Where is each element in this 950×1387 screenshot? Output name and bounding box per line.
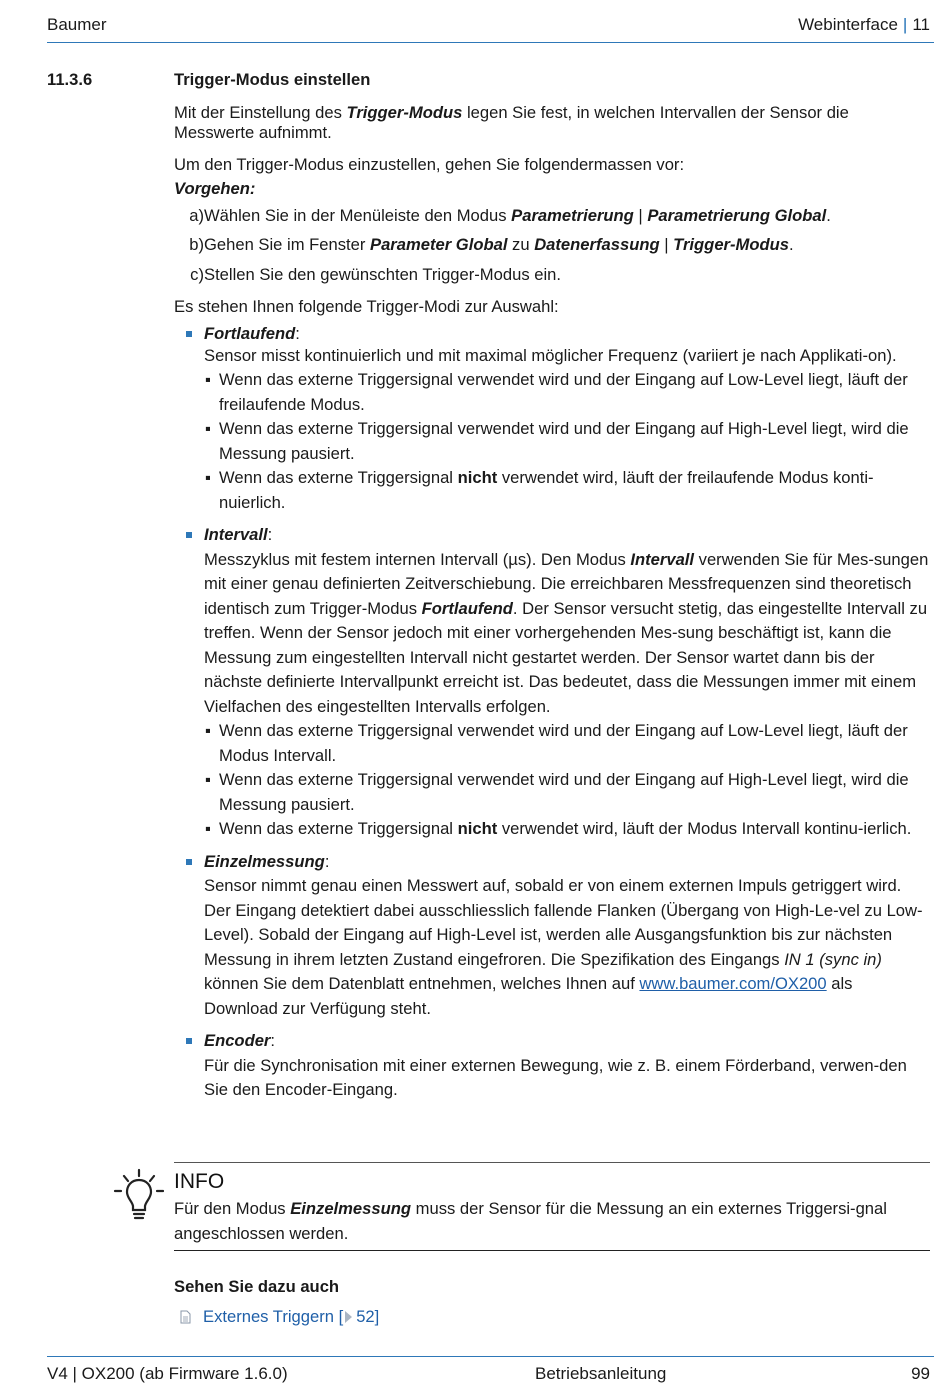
header-brand: Baumer bbox=[47, 15, 107, 34]
page-footer bbox=[47, 1362, 930, 1387]
modes-intro: Es stehen Ihnen folgende Trigger-Modi zur Auswahl: bbox=[174, 297, 559, 316]
list-item: ▪ Wenn das externe Triggersignal verwendet wird und der Eingang auf High-Level liegt, wird die Messung pausiert. bbox=[205, 419, 909, 463]
footer-version: V4 | OX200 (ab Firmware 1.6.0) bbox=[47, 1364, 288, 1383]
info-text: Für den Modus Einzelmessung muss der Sensor für die Messung an ein externes Triggersi-gnal angeschlossen werden. bbox=[174, 1199, 887, 1243]
procedure-steps bbox=[174, 204, 930, 288]
trigger-modes-list bbox=[174, 322, 930, 1103]
see-also-link[interactable]: Externes Triggern [ 52] bbox=[180, 1305, 379, 1330]
list-item: ▪ Wenn das externe Triggersignal verwendet wird und der Eingang auf High-Level liegt, wird die Messung pausiert. bbox=[205, 770, 909, 814]
footer-divider bbox=[47, 1356, 934, 1357]
mode-intervall: Intervall: Messzyklus mit festem internen Intervall (µs). Den Modus Intervall verwenden Sie für Mes-sungen mit einer genau definierten Zeitverschiebung. Die erreichbaren Messfrequenzen sind theoretisch identisch zum Trigger-Modus Fortlaufend. Der Sensor versucht stetig, das eingestellte Intervall zu treffen. Wenn der Sensor jedoch mit einer vorhergehenden Mes-sung beschäftigt ist, kann die Messung zum eingestellten Intervall nicht gestartet werden. Der Sensor wartet dann bis der nächste definierte Intervallpunkt erreicht ist. Das bedeutet, dass die Messungen immer mit einem Vielfachen des eingestellten Intervalls erfolgen. ▪ Wenn das externe Triggersignal verwendet wird und der Eingang auf Low-Level liegt, läuft der Modus Intervall. ▪ Wenn das externe Triggersignal verwendet wird und der Eingang auf High-Level liegt, wird die Messung pausiert. ▪ Wenn das externe Triggersignal nicht verwendet wird, läuft der Modus Intervall kontinu-ierlich. bbox=[174, 523, 930, 842]
list-item: ▪ Wenn das externe Triggersignal nicht verwendet wird, läuft der Modus Intervall kontinu-ierlich. bbox=[205, 819, 912, 838]
bullet-square-icon bbox=[186, 859, 192, 865]
step-a: a) Wählen Sie in der Menüleiste den Modus Parametrierung | Parametrierung Global. bbox=[189, 205, 831, 225]
list-item: ▪ Wenn das externe Triggersignal nicht verwendet wird, läuft der freilaufende Modus konti-nuierlich. bbox=[205, 468, 874, 512]
header-section: Webinterface | 11 bbox=[798, 15, 930, 34]
section-title: Trigger-Modus einstellen bbox=[174, 70, 371, 89]
footer-doc-type: Betriebsanleitung bbox=[535, 1364, 667, 1383]
intro-paragraph: Mit der Einstellung des Trigger-Modus legen Sie fest, in welchen Intervallen der Sensor die Messwerte aufnimmt. bbox=[174, 102, 849, 142]
step-b: b) Gehen Sie im Fenster Parameter Global zu Datenerfassung | Trigger-Modus. bbox=[189, 235, 794, 254]
bullet-square-icon bbox=[186, 331, 192, 337]
mode-encoder: Encoder: Für die Synchronisation mit einer externen Bewegung, wie z. B. einem Förderband, verwen-den Sie den Encoder-Eingang. bbox=[174, 1029, 930, 1103]
footer-page-number: 99 bbox=[911, 1364, 930, 1383]
bullet-square-icon bbox=[186, 532, 192, 538]
procedure-label: Vorgehen: bbox=[174, 179, 256, 198]
info-top-rule bbox=[174, 1162, 930, 1163]
bullet-square-icon bbox=[186, 1038, 192, 1044]
page-header bbox=[47, 13, 930, 39]
section-number: 11.3.6 bbox=[47, 70, 93, 89]
list-item: ▪ Wenn das externe Triggersignal verwendet wird und der Eingang auf Low-Level liegt, läuft der Modus Intervall. bbox=[205, 721, 908, 765]
info-bottom-rule bbox=[174, 1250, 930, 1251]
info-title: INFO bbox=[174, 1170, 225, 1193]
page-arrow-icon bbox=[345, 1311, 352, 1323]
mode-fortlaufend: Fortlaufend: Sensor misst kontinuierlich und mit maximal möglicher Frequenz (variiert je nach Applikati-on). ▪ Wenn das externe Triggersignal verwendet wird und der Eingang auf Low-Level liegt, läuft der freilaufende Modus. ▪ Wenn das externe Triggersignal verwendet wird und der Eingang auf High-Level liegt, wird die Messung pausiert. ▪ Wenn das externe Triggersignal nicht verwendet wird, läuft der freilaufende Modus konti-nuierlich. bbox=[174, 322, 930, 516]
document-icon bbox=[180, 1310, 191, 1324]
header-chapter-number: 11 bbox=[912, 15, 930, 34]
lightbulb-icon bbox=[112, 1168, 164, 1222]
step-c: c) Stellen Sie den gewünschten Trigger-Modus ein. bbox=[190, 264, 561, 284]
header-divider bbox=[47, 42, 934, 43]
procedure-intro: Um den Trigger-Modus einzustellen, gehen Sie folgendermassen vor: bbox=[174, 154, 685, 174]
mode-einzelmessung: Einzelmessung: Sensor nimmt genau einen Messwert auf, sobald er von einem externen Impuls getriggert wird. Der Eingang detektiert dabei ausschliesslich fallende Flanken (Übergang von High-Le-vel zu Low-Level). Sobald der Eingang auf High-Level ist, werden alle Ausgangsfunktion bis zur nächsten Messung in ihrem letzten Zustand eingefroren. Die Spezifikation des Eingangs IN 1 (sync in) können Sie dem Datenblatt entnehmen, welches Ihnen auf www.baumer.com/OX200 als Download zur Verfügung steht. bbox=[174, 850, 930, 1022]
list-item: ▪ Wenn das externe Triggersignal verwendet wird und der Eingang auf Low-Level liegt, läuft der freilaufende Modus. bbox=[205, 370, 908, 414]
section-body bbox=[174, 68, 930, 1111]
see-also-heading: Sehen Sie dazu auch bbox=[174, 1277, 340, 1296]
datasheet-link[interactable]: www.baumer.com/OX200 bbox=[639, 974, 827, 993]
